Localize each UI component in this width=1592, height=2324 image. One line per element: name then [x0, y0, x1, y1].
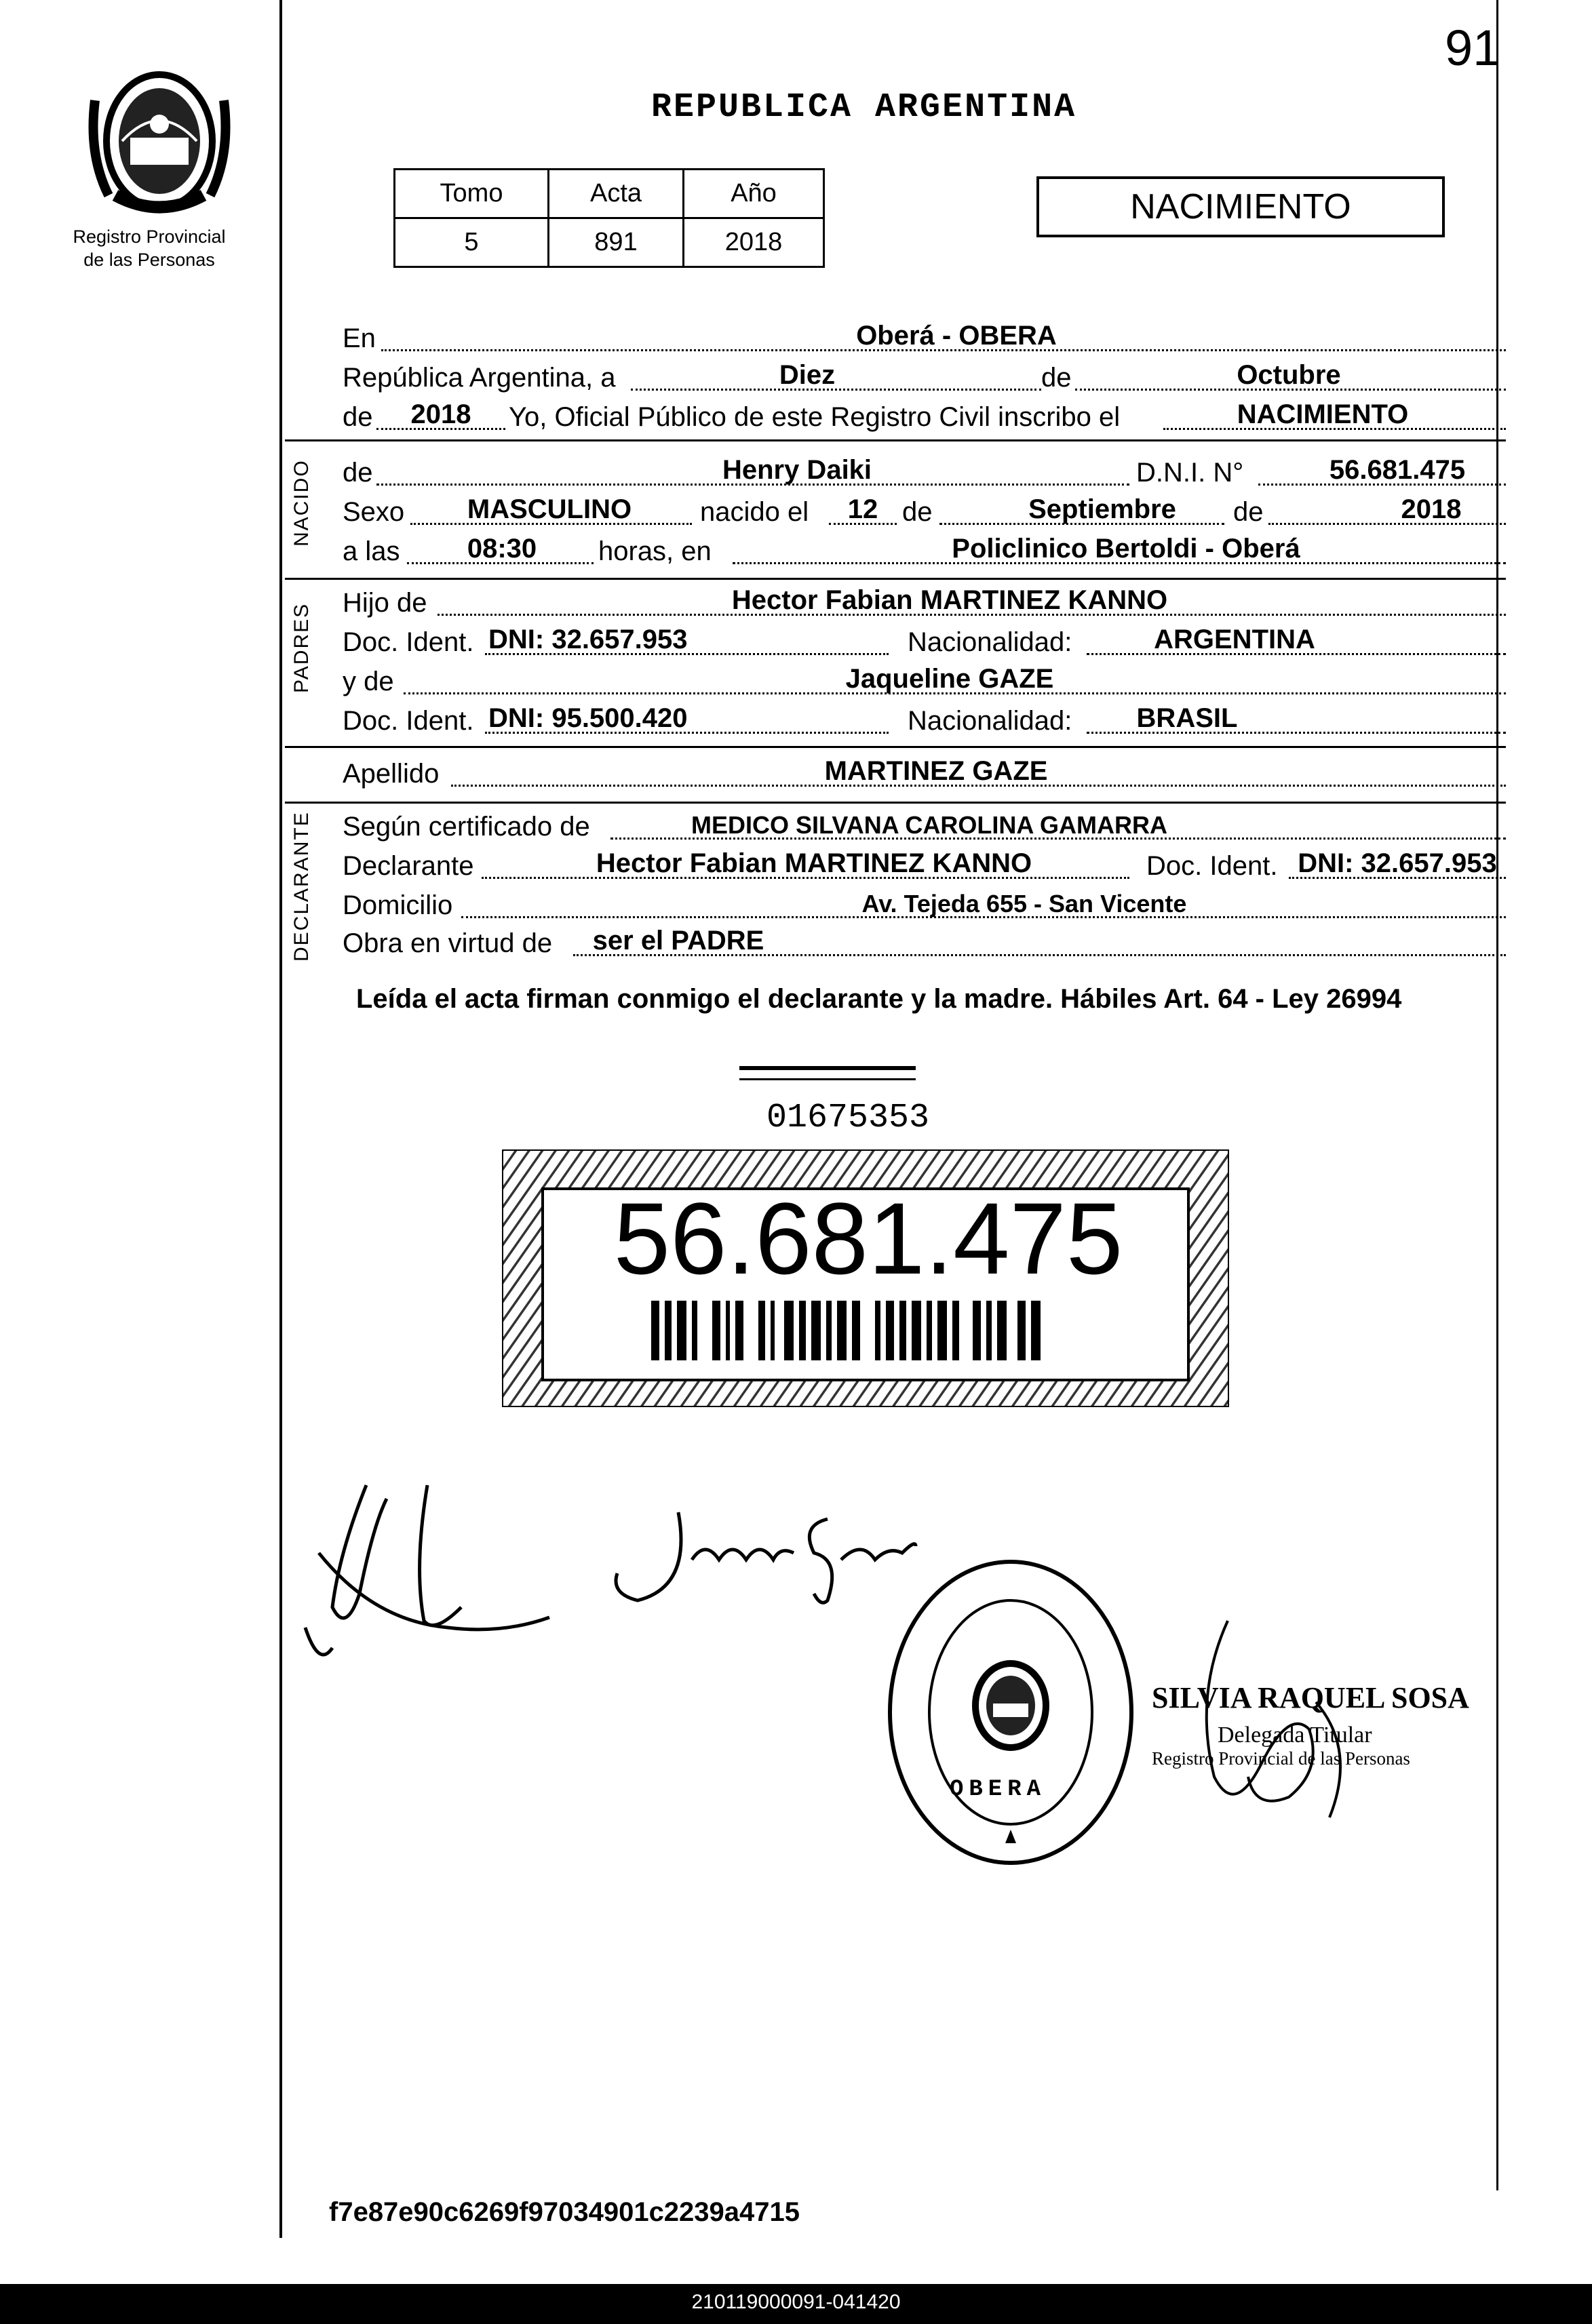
- registry-table: [393, 168, 825, 268]
- page-number: 91: [1445, 20, 1501, 76]
- mother-signature: [597, 1499, 923, 1614]
- section-label-declarante: DECLARANTE: [290, 811, 313, 962]
- hijo-label: Hijo de: [343, 588, 427, 618]
- nombre-label: de: [343, 458, 373, 488]
- alas-label: a las: [343, 536, 400, 566]
- apellido-label: Apellido: [343, 759, 440, 789]
- section-label-nacido: NACIDO: [290, 459, 313, 547]
- declarante-signature: [292, 1472, 563, 1675]
- left-margin-line: [279, 0, 282, 2238]
- barcode: [651, 1301, 1051, 1360]
- row-certificado: [339, 807, 1506, 846]
- row-obra: [339, 924, 1506, 963]
- oficial-label: Yo, Oficial Público de este Registro Civil inscribo el: [509, 402, 1121, 432]
- row-declarante: [339, 846, 1506, 886]
- row-hora: [339, 532, 1506, 571]
- section-label-padres: PADRES: [290, 602, 313, 693]
- serial-number: 01675353: [766, 1099, 930, 1137]
- record-type-box: NACIMIENTO: [1036, 176, 1445, 237]
- closing-text: Leída el acta firman conmigo el declarante y la madre. Hábiles Art. 64 - Ley 26994: [356, 984, 1402, 1014]
- birth-year-value: 2018: [1401, 494, 1462, 524]
- row-sexo: [339, 492, 1506, 532]
- certificado-label: Según certificado de: [343, 812, 590, 842]
- month-value: Octubre: [1237, 360, 1341, 390]
- doc3-label: Doc. Ident.: [1146, 851, 1278, 881]
- doc1-label: Doc. Ident.: [343, 627, 474, 657]
- row-doc-mother: [339, 701, 1506, 741]
- birth-month-value: Septiembre: [1028, 494, 1176, 524]
- nombre-value: Henry Daiki: [722, 455, 872, 485]
- province-coat-of-arms: [81, 60, 237, 222]
- de2-label: de: [343, 402, 373, 432]
- seal-city: OBERA: [950, 1777, 1047, 1803]
- father-nat-value: ARGENTINA: [1154, 625, 1315, 654]
- inscribo-value: NACIMIENTO: [1237, 399, 1409, 429]
- domicilio-label: Domicilio: [343, 890, 453, 920]
- table-header-tomo: Tomo: [395, 170, 549, 218]
- row-domicilio: [339, 886, 1506, 925]
- de-label: de: [1041, 363, 1072, 393]
- birth-day-value: 12: [847, 494, 878, 524]
- dni-label: D.N.I. N°: [1136, 458, 1244, 488]
- sexo-label: Sexo: [343, 497, 405, 527]
- row-nombre: [339, 453, 1506, 492]
- certificado-value: MEDICO SILVANA CAROLINA GAMARRA: [691, 811, 1167, 839]
- apellido-value: MARTINEZ GAZE: [824, 756, 1048, 786]
- official-name: SILVIA RAQUEL SOSA: [1152, 1681, 1469, 1714]
- table-cell-acta: 891: [549, 218, 684, 267]
- footer-code: 210119000091-041420: [691, 2291, 901, 2313]
- day-value: Diez: [779, 360, 836, 390]
- mother-nat-value: BRASIL: [1136, 703, 1238, 733]
- yde-label: y de: [343, 667, 394, 696]
- official-seal: [882, 1553, 1140, 1872]
- nacido-label: nacido el: [700, 497, 809, 527]
- father-value: Hector Fabian MARTINEZ KANNO: [731, 585, 1168, 615]
- row-apellido: [339, 754, 1506, 793]
- logo-caption: [41, 225, 258, 271]
- handwritten-mark: [739, 1066, 916, 1080]
- horas-label: horas, en: [598, 536, 712, 566]
- row-en: [339, 319, 1506, 358]
- obra-label: Obra en virtud de: [343, 928, 553, 958]
- dni-card-number: 56.681.475: [613, 1181, 1123, 1295]
- logo-caption-line1: Registro Provincial: [73, 227, 226, 247]
- nac1-label: Nacionalidad:: [908, 627, 1072, 657]
- en-label: En: [343, 323, 376, 353]
- time-value: 08:30: [467, 534, 537, 564]
- official-signature: [1153, 1614, 1370, 1831]
- table-cell-tomo: 5: [395, 218, 549, 267]
- declarante-value: Hector Fabian MARTINEZ KANNO: [596, 848, 1032, 878]
- doc2-label: Doc. Ident.: [343, 706, 474, 736]
- de4-label: de: [1233, 497, 1264, 527]
- republica-label: República Argentina, a: [343, 363, 616, 393]
- table-header-acta: Acta: [549, 170, 684, 218]
- official-office: Registro Provincial de las Personas: [1152, 1748, 1410, 1769]
- row-doc-father: [339, 623, 1506, 662]
- country-title: REPUBLICA ARGENTINA: [651, 88, 1077, 127]
- domicilio-value: Av. Tejeda 655 - San Vicente: [861, 890, 1187, 918]
- row-republica: [339, 358, 1506, 397]
- de3-label: de: [902, 497, 933, 527]
- en-value: Oberá - OBERA: [856, 321, 1057, 351]
- row-hijo: [339, 583, 1506, 623]
- sexo-value: MASCULINO: [467, 494, 632, 524]
- dni-value: 56.681.475: [1329, 455, 1466, 485]
- year-value: 2018: [410, 399, 471, 429]
- declarante-doc-value: DNI: 32.657.953: [1298, 848, 1497, 878]
- father-doc-value: DNI: 32.657.953: [488, 625, 688, 654]
- nac2-label: Nacionalidad:: [908, 706, 1072, 736]
- mother-doc-value: DNI: 95.500.420: [488, 703, 688, 733]
- obra-value: ser el PADRE: [592, 926, 764, 956]
- place-value: Policlinico Bertoldi - Oberá: [952, 534, 1300, 564]
- table-header-ano: Año: [684, 170, 824, 218]
- official-role: Delegada Titular: [1218, 1722, 1372, 1748]
- document-hash: f7e87e90c6269f97034901c2239a4715: [329, 2197, 800, 2227]
- mother-value: Jaqueline GAZE: [845, 664, 1054, 694]
- row-mother: [339, 662, 1506, 701]
- logo-caption-line2: de las Personas: [83, 250, 215, 270]
- table-cell-ano: 2018: [684, 218, 824, 267]
- row-year: [339, 397, 1506, 437]
- declarante-label: Declarante: [343, 851, 474, 881]
